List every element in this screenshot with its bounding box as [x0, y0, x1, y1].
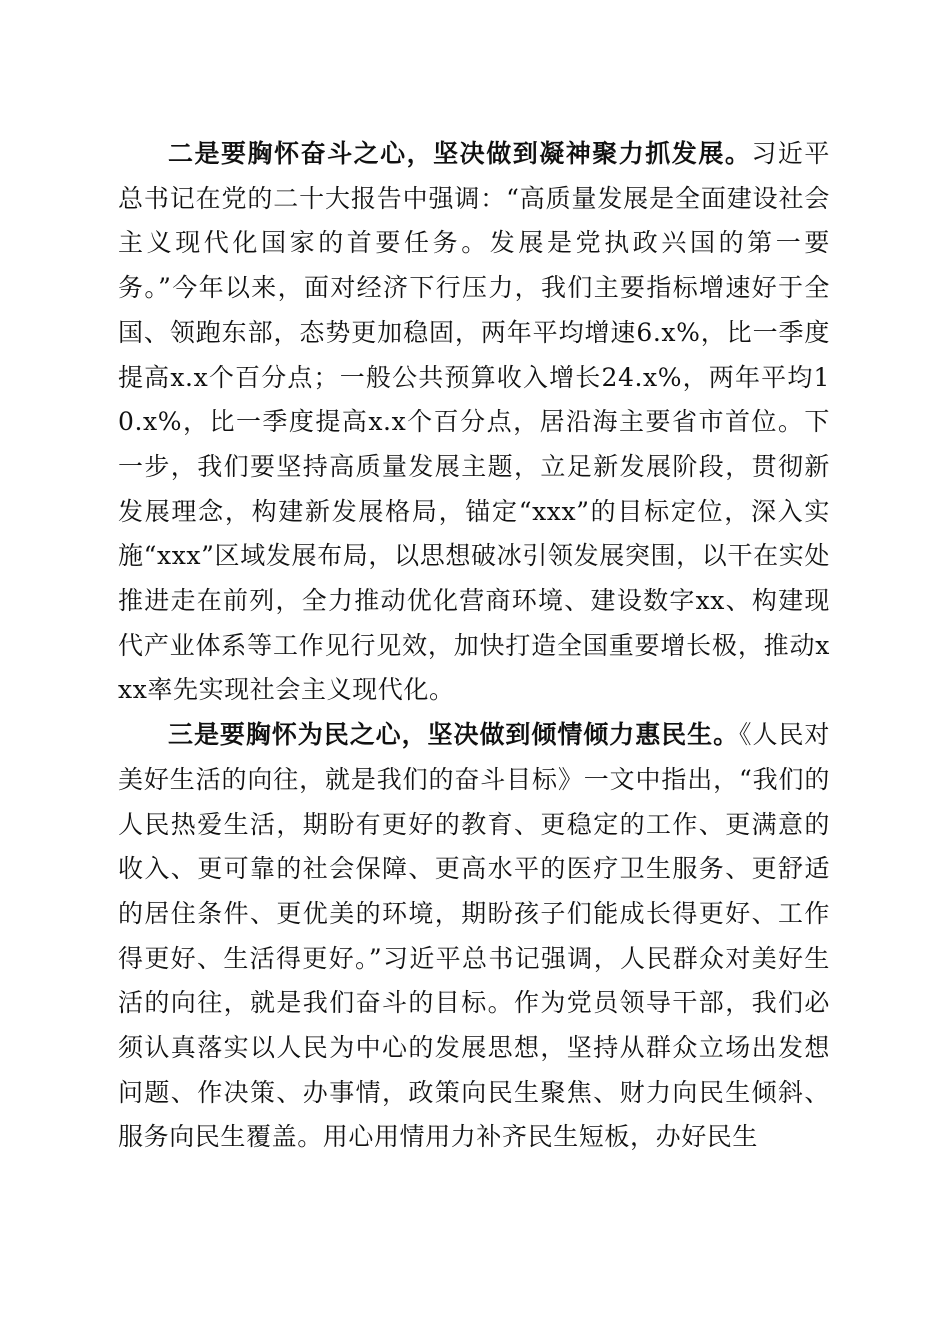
paragraph-development-text: 习近平总书记在党的二十大报告中强调：“高质量发展是全面建设社会主义现代化国家的首要任务。发展是党执政兴国的第一要务。”今年以来，面对经济下行压力，我们主要指标增速好于全国、领跑东部，态势更加稳固，两年平均增速6.x%，比一季度提高x.x个百分点；一般公共预算收入增长24.x%，两年平均10.x%，比一季度提高x.x个百分点，居沿海主要省市首位。下一步，我们要坚持高质量发展主题，立足新发展阶段，贯彻新发展理念，构建新发展格局，锚定“xxx”的目标定位，深入实施“xxx”区域发展布局，以思想破冰引领发展突围，以干在实处推进走在前列，全力推动优化营商环境、建设数字xx、构建现代产业体系等工作见行见效，加快打造全国重要增长极，推动xxx率先实现社会主义现代化。	[118, 139, 830, 705]
paragraph-development-lead: 二是要胸怀奋斗之心，坚决做到凝神聚力抓发展。	[168, 139, 752, 168]
document-body	[118, 132, 830, 1160]
paragraph-livelihood	[118, 713, 830, 1160]
paragraph-development	[118, 132, 830, 713]
paragraph-livelihood-lead: 三是要胸怀为民之心，坚决做到倾情倾力惠民生。	[168, 720, 740, 750]
paragraph-livelihood-text: 《人民对美好生活的向往，就是我们的奋斗目标》一文中指出，“我们的人民热爱生活，期盼有更好的教育、更稳定的工作、更满意的收入、更可靠的社会保障、更高水平的医疗卫生服务、更舒适的居住条件、更优美的环境，期盼孩子们能成长得更好、工作得更好、生活得更好。”习近平总书记强调，人民群众对美好生活的向往，就是我们奋斗的目标。作为党员领导干部，我们必须认真落实以人民为中心的发展思想，坚持从群众立场出发想问题、作决策、办事情，政策向民生聚焦、财力向民生倾斜、服务向民生覆盖。用心用情用力补齐民生短板，办好民生	[118, 720, 830, 1152]
